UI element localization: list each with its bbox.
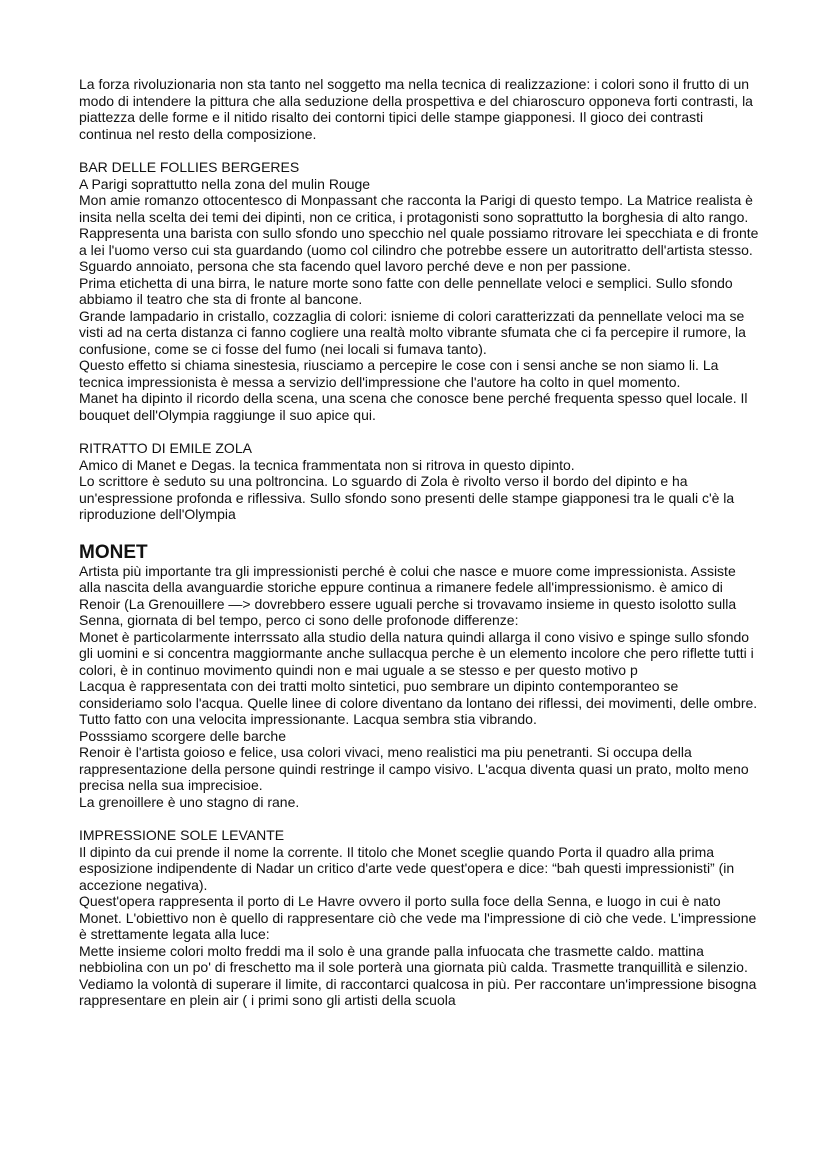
paragraph: Artista più importante tra gli impressionisti perché è colui che nasce e muore come impressionista. Assiste alla nascita della avanguardie storiche eppure continua a rimanere fedele all'impressionismo. è amico di Renoir (La Grenouillere —> dovrebbero essere uguali perche si trovavamo insieme in questo isolotto sulla Senna, giornata di bel tempo, perco ci sono delle profonode differenze:: [79, 562, 737, 628]
paragraph: Posssiamo scorgere delle barche: [79, 727, 286, 744]
spacer: [79, 423, 759, 440]
paragraph: Mette insieme colori molto freddi ma il solo è una grande palla infuocata che trasmette caldo. mattina nebbiolina con un po' di freschetto ma il sole porterà una giornata più calda. Trasmette tranquillità e silenzio. Vediamo la volontà di superare il limite, di raccontarci qualcosa in più. Per raccontare un'impressione bisogna rappresentare en plein air ( i primi sono gli artisti della scuola: [79, 942, 757, 1008]
section-title-impressione: IMPRESSIONE SOLE LEVANTE: [79, 827, 285, 843]
section-title-bar: BAR DELLE FOLLIES BERGERES: [79, 159, 300, 175]
intro-paragraph: La forza rivoluzionaria non sta tanto nel soggetto ma nella tecnica di realizzazione: i colori sono il frutto di un modo di intendere la pittura che alla seduzione della prospettiva e del chiaroscuro opponeva forti contrasti, la piattezza delle forme e il nitido risalto dei contorni tipici delle stampe giapponesi. Il gioco dei contrasti continua nel resto della composizione.: [79, 76, 753, 142]
paragraph: Mon amie romanzo ottocentesco di Monpassant che racconta la Parigi di questo tempo. La Matrice realista è insita nella scelta dei temi dei dipinti, non ce critica, i protagonisti sono soprattutto la borghesia di alto rango. Rappresenta una barista con sullo sfondo uno specchio nel quale possiamo ritrovare lei specchiata e di fronte a lei l'uomo verso cui sta guardando (uomo col cilindro che potrebbe essere un autoritratto dell'artista stesso. Sguardo annoiato, persona che sta facendo quel lavoro perché deve e non per passione.: [79, 192, 759, 274]
paragraph: Lo scrittore è seduto su una poltroncina. Lo sguardo di Zola è rivolto verso il bordo del dipinto e ha un'espressione profonda e riflessiva. Sullo sfondo sono presenti delle stampe giapponesi tra le quali c'è la riproduzione dell'Olympia: [79, 473, 735, 522]
heading-monet: MONET: [79, 541, 148, 563]
paragraph: Grande lampadario in cristallo, cozzaglia di colori: isnieme di colori caratterizzati da pennellate veloci ma se visti ad na certa distanza ci fanno cogliere una realtà molto vibrante sfumata che ci fa percepire il rumore, la confusione, come se ci fosse del fumo (nei locali si fumava tanto).: [79, 307, 746, 357]
paragraph: Questo effetto si chiama sinestesia, riusciamo a percepire le cose con i sensi anche se non siamo li. La tecnica impressionista è messa a servizio dell'impressione che l'autore ha colto in quel momento.: [79, 357, 719, 390]
paragraph: Renoir è l'artista goioso e felice, usa colori vivaci, meno realistici ma piu penetranti. Si occupa della rappresentazione della persone quindi restringe il campo visivo. L'acqua diventa quasi un prato, molto meno precisa nella sua imprecisioe.: [79, 744, 749, 793]
paragraph: Il dipinto da cui prende il nome la corrente. Il titolo che Monet sceglie quando Porta il quadro alla prima esposizione indipendente di Nadar un critico d'arte vede quest'opera e dice: “bah questi impressionisti” (in accezione negativa).: [79, 843, 735, 893]
paragraph: Prima etichetta di una birra, le nature morte sono fatte con delle pennellate veloci e semplici. Sullo sfondo abbiamo il teatro che sta di fronte al bancone.: [79, 274, 733, 307]
section-title-zola: RITRATTO DI EMILE ZOLA: [79, 440, 252, 456]
paragraph: Manet ha dipinto il ricordo della scena, una scena che conosce bene perché frequenta spesso quel locale. Il bouquet dell'Olympia raggiunge il suo apice qui.: [79, 390, 748, 423]
document-page: [79, 76, 759, 1009]
paragraph: Quest'opera rappresenta il porto di Le Havre ovvero il porto sulla foce della Senna, e luogo in cui è nato Monet. L'obiettivo non è quello di rappresentare ciò che vede ma l'impressione di ciò che vede. L'impressione è strettamente legata alla luce:: [79, 893, 757, 942]
spacer: [79, 523, 759, 540]
paragraph: Amico di Manet e Degas. la tecnica frammentata non si ritrova in questo dipinto.: [79, 456, 575, 473]
paragraph: A Parigi soprattutto nella zona del mulin Rouge: [79, 175, 371, 192]
spacer: [79, 142, 759, 159]
paragraph: La grenoillere è uno stagno di rane.: [79, 793, 300, 810]
paragraph: Monet è particolarmente interrssato alla studio della natura quindi allarga il cono visivo e spinge sullo sfondo gli uomini e si concentra maggiormante anche sullacqua perche è un elemento incolore che pero riflette tutti i colori, è in continuo movimento quindi non e mai uguale a se stesso e per questo motivo p: [79, 628, 754, 678]
spacer: [79, 810, 759, 827]
paragraph: Lacqua è rappresentata con dei tratti molto sintetici, puo sembrare un dipinto contemporanteo se consideriamo solo l'acqua. Quelle linee di colore diventano da lontano dei riflessi, dei movimenti, delle ombre. Tutto fatto con una velocita impressionante. Lacqua sembra stia vibrando.: [79, 678, 758, 727]
